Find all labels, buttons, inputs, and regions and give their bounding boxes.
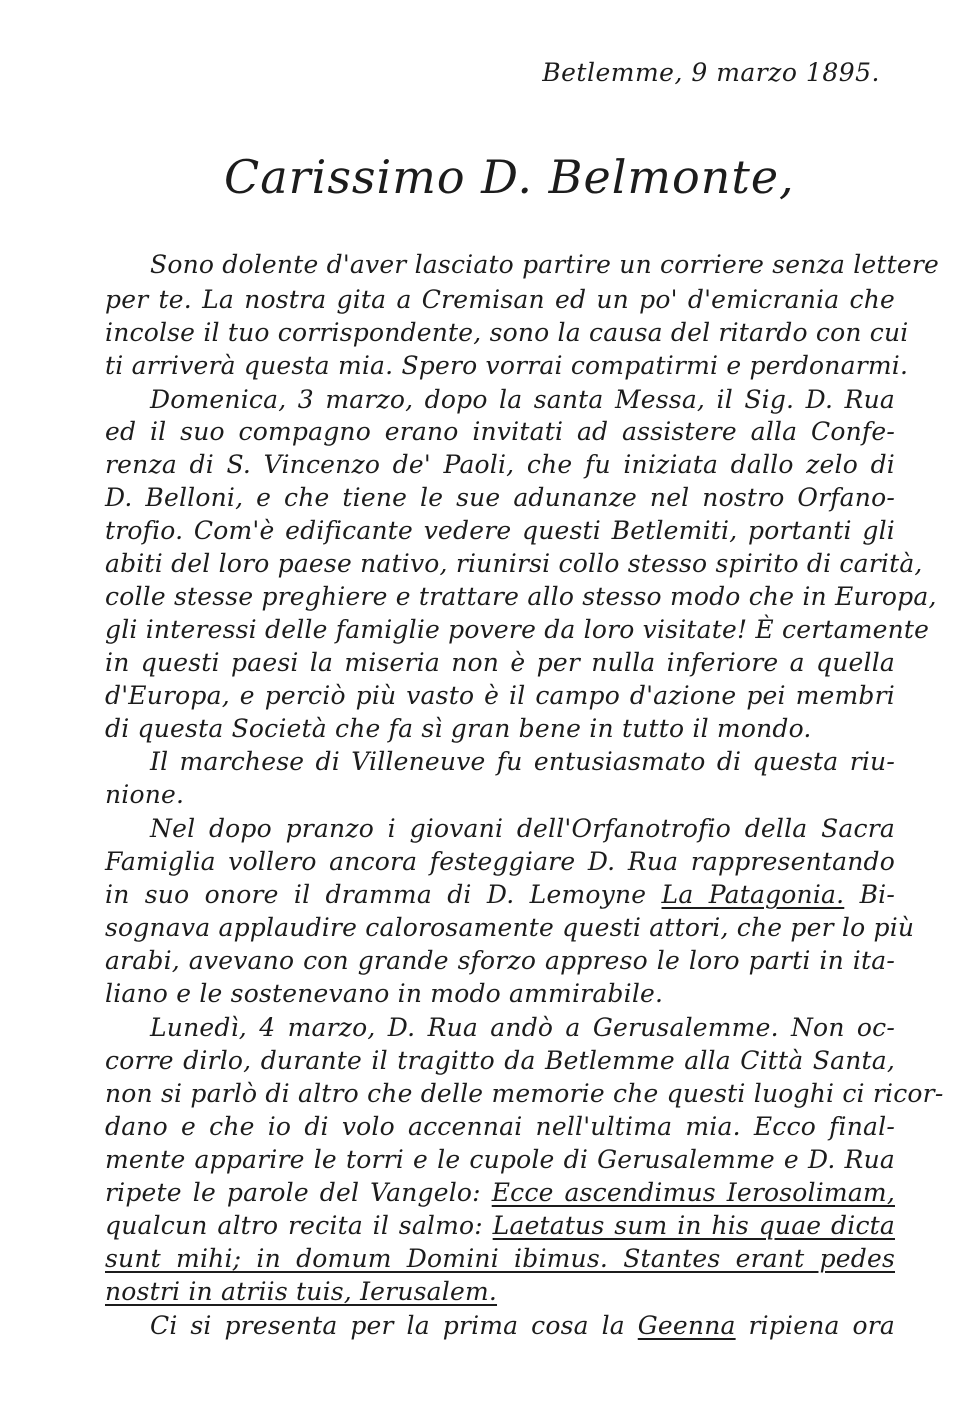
underlined-quote: sunt mihi; in domum Domini ibimus. Stantes erant pedes <box>105 1244 895 1273</box>
text-line: incolse il tuo corrispondente, sono la causa del ritardo con cui <box>105 318 909 347</box>
text-line: non si parlò di altro che delle memorie che questi luoghi ci ricor- <box>105 1079 944 1108</box>
text-line: Lunedì, 4 marzo, D. Rua andò a Gerusalemme. Non oc- <box>150 1013 895 1042</box>
text-line: sognava applaudire calorosamente questi attori, che per lo più <box>105 913 915 942</box>
letter-salutation: Carissimo D. Belmonte, <box>224 150 795 204</box>
text-line: dano e che io di volo accennai nell'ultima mia. Ecco final- <box>105 1112 895 1141</box>
underlined-title: La Patagonia. <box>661 880 845 909</box>
text-line: in questi paesi la miseria non è per nulla inferiore a quella <box>105 648 895 677</box>
text-line: nione. <box>105 780 185 809</box>
text-line: ti arriverà questa mia. Spero vorrai compatirmi e perdonarmi. <box>105 351 909 380</box>
text-line: Ci si presenta per la prima cosa la Geenna ripiena ora <box>150 1311 895 1340</box>
text-line: colle stesse preghiere e trattare allo stesso modo che in Europa, <box>105 582 937 611</box>
text-line: abiti del loro paese nativo, riunirsi collo stesso spirito di carità, <box>105 549 923 578</box>
text-line: Il marchese di Villeneuve fu entusiasmato di questa riu- <box>150 747 895 776</box>
text-line: Famiglia vollero ancora festeggiare D. Rua rappresentando <box>105 847 895 876</box>
text-line: ripete le parole del Vangelo: Ecce ascendimus Ierosolimam, <box>105 1178 895 1207</box>
text-line: Nel dopo pranzo i giovani dell'Orfanotrofio della Sacra <box>150 814 895 843</box>
underlined-word: Geenna <box>637 1311 736 1340</box>
text-line <box>105 1242 895 1276</box>
text-line <box>105 1275 895 1309</box>
underlined-quote: nostri in atriis tuis, Ierusalem. <box>105 1277 498 1306</box>
underlined-quote: Laetatus sum in his quae dicta <box>492 1211 895 1240</box>
text-line: in suo onore il dramma di D. Lemoyne La Patagonia. Bi- <box>105 880 895 909</box>
letter-dateline: Betlemme, 9 marzo 1895. <box>542 58 880 87</box>
text-line: D. Belloni, e che tiene le sue adunanze nel nostro Orfano- <box>105 483 895 512</box>
text-line: corre dirlo, durante il tragitto da Betlemme alla Città Santa, <box>105 1046 895 1075</box>
text-line: gli interessi delle famiglie povere da loro visitate! È certamente <box>105 615 930 644</box>
text-line: per te. La nostra gita a Cremisan ed un po' d'emicrania che <box>105 285 895 314</box>
text-line: d'Europa, e perciò più vasto è il campo d'azione pei membri <box>105 681 895 710</box>
text-line: trofio. Com'è edificante vedere questi Betlemiti, portanti gli <box>105 516 895 545</box>
text-line: mente apparire le torri e le cupole di Gerusalemme e D. Rua <box>105 1145 895 1174</box>
text-line: renza di S. Vincenzo de' Paoli, che fu iniziata dallo zelo di <box>105 450 895 479</box>
text-line: liano e le sostenevano in modo ammirabile. <box>105 979 664 1008</box>
underlined-quote: Ecce ascendimus Ierosolimam, <box>491 1178 895 1207</box>
text-line: arabi, avevano con grande sforzo appreso le loro parti in ita- <box>105 946 895 975</box>
text-line: Sono dolente d'aver lasciato partire un corriere senza lettere <box>150 250 940 279</box>
text-line: Domenica, 3 marzo, dopo la santa Messa, il Sig. D. Rua <box>150 385 895 414</box>
text-line: qualcun altro recita il salmo: Laetatus sum in his quae dicta <box>105 1211 895 1240</box>
text-line: ed il suo compagno erano invitati ad assistere alla Confe- <box>105 417 895 446</box>
text-line: di questa Società che fa sì gran bene in tutto il mondo. <box>105 714 812 743</box>
